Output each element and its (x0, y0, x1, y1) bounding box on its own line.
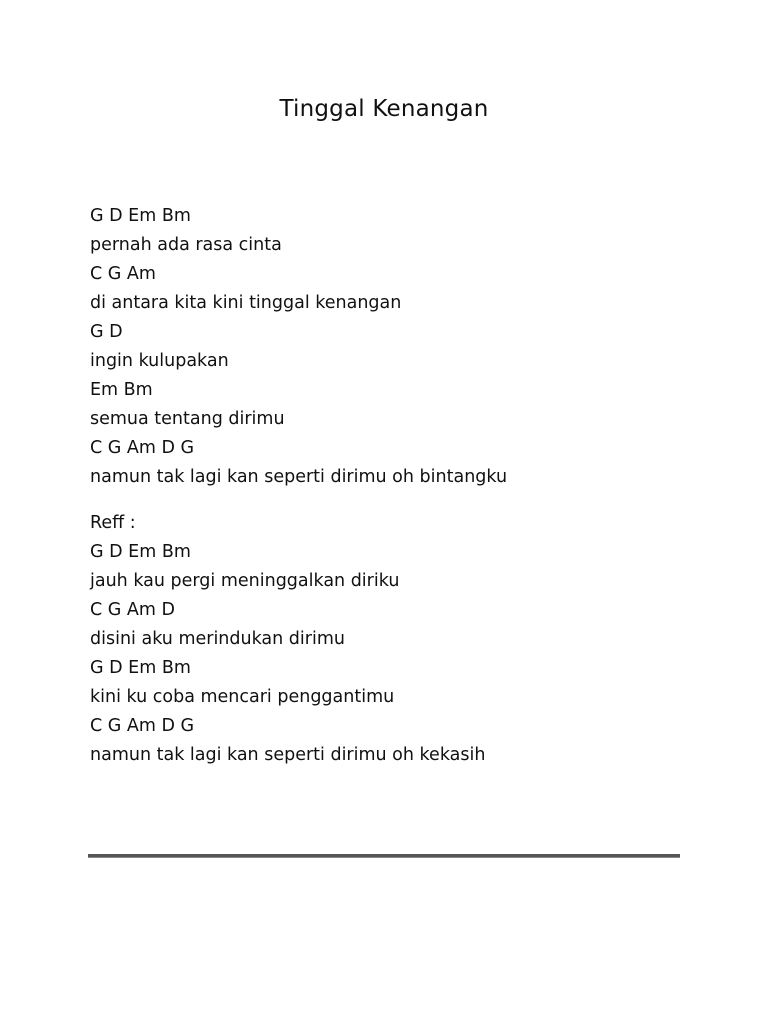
chord-line: G D Em Bm (90, 206, 191, 226)
lyric-line: disini aku merindukan dirimu (90, 629, 345, 649)
verse-section (90, 202, 507, 492)
chord-line: C G Am (90, 264, 156, 284)
lyric-line: ingin kulupakan (90, 351, 229, 371)
lyric-line: namun tak lagi kan seperti dirimu oh kekasih (90, 745, 486, 765)
lyric-line: semua tentang dirimu (90, 409, 285, 429)
horizontal-rule (88, 854, 680, 858)
lyric-line: jauh kau pergi meninggalkan diriku (90, 571, 400, 591)
reff-section (90, 509, 485, 770)
lyric-line: kini ku coba mencari penggantimu (90, 687, 395, 707)
chord-line: C G Am D (90, 600, 175, 620)
chord-line: G D (90, 322, 123, 342)
lyric-line: di antara kita kini tinggal kenangan (90, 293, 402, 313)
chord-line: G D Em Bm (90, 542, 191, 562)
chord-line: G D Em Bm (90, 658, 191, 678)
section-label: Reff : (90, 513, 136, 533)
chord-line: C G Am D G (90, 716, 195, 736)
song-title: Tinggal Kenangan (279, 96, 489, 122)
chord-line: C G Am D G (90, 438, 195, 458)
lyric-line: pernah ada rasa cinta (90, 235, 282, 255)
chord-line: Em Bm (90, 380, 153, 400)
lyric-line: namun tak lagi kan seperti dirimu oh bintangku (90, 467, 508, 487)
